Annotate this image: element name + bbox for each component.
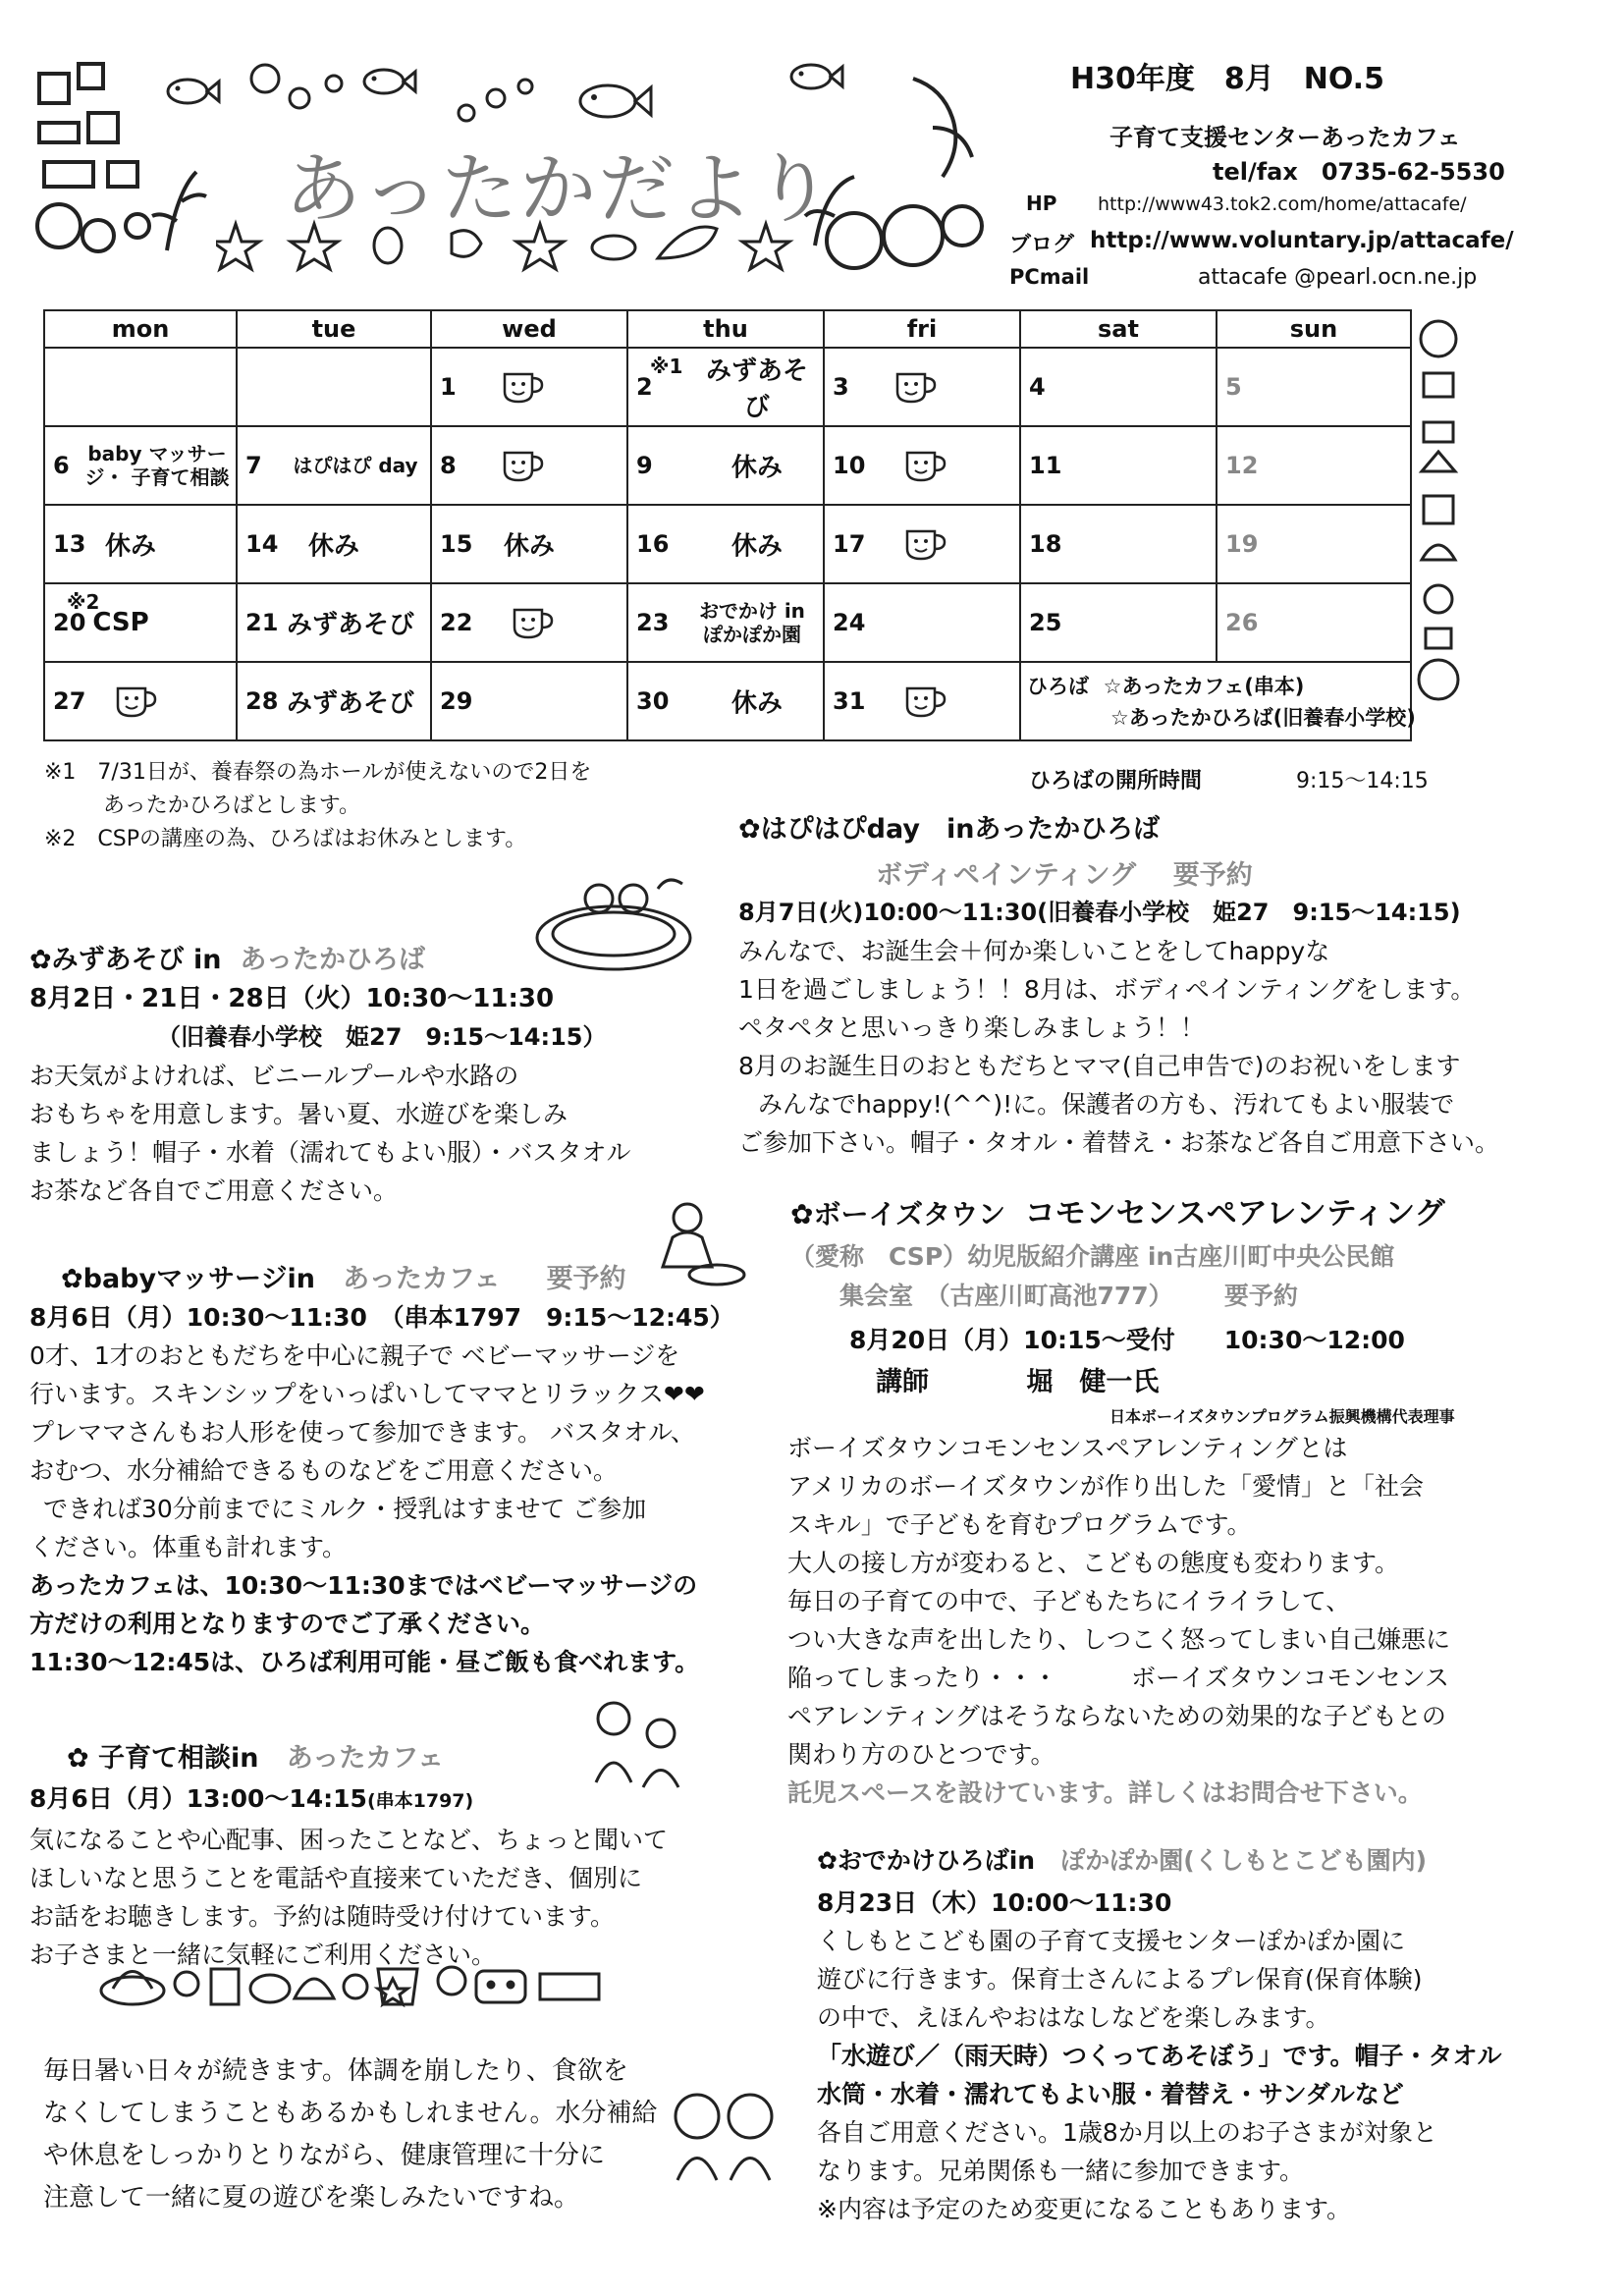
children-playing-illustration [584,1694,692,1792]
calendar-week [44,348,1411,426]
date-number: 13 [53,530,86,558]
calendar-cell [1217,426,1411,505]
body-text: 1日を過ごしましょう！！8月は、ボディペインティングをします。 [738,975,1476,1004]
mizuasobi-place: （旧養春小学校 姫27 9:15～14:15） [157,1023,607,1051]
cup-character-icon [114,681,159,720]
newsletter-title: あったかだより [285,145,835,234]
summer-icons-column [1414,314,1463,707]
date-number: 18 [1029,530,1062,558]
calendar-legend-cell [1020,662,1416,740]
body-text: できれば30分前までにミルク・授乳はすませて ご参加 [43,1495,647,1523]
lecturer-label: 講師 [876,1367,929,1397]
legend-item: ☆あったかひろば(旧養春小学校) [1110,706,1416,730]
body-text: みんなでhappy!(^^)!に。保護者の方も、汚れてもよい服装で [758,1090,1455,1119]
calendar-cell [627,505,824,583]
pcmail-label: PCmail [1009,265,1090,289]
cup-character-icon [903,445,948,484]
heading-part: コモンセンスペアレンティング [1024,1196,1445,1231]
calendar-cell [627,662,824,740]
cup-character-icon [511,602,556,641]
closing-text: 注意して一緒に夏の遊びを楽しみたいですね。 [43,2183,580,2213]
hours-value: 9:15～14:15 [1296,769,1429,793]
heading-part: あったカフェ [286,1743,445,1774]
calendar-week [44,662,1411,740]
body-text: 0才、1才のおともだちを中心に親子で ベビーマッサージを [29,1341,680,1370]
date-number: 12 [1225,452,1259,479]
fish-icon [358,64,417,99]
calendar-cell [44,583,237,662]
boystown-date: 8月20日（月）10:15～受付 10:30～12:00 [849,1326,1405,1354]
reservation-required: 要予約 [1172,860,1253,891]
body-text: お子さまと一緒に気軽にご利用ください。 [29,1941,497,1969]
body-text: プレママさんもお人形を使って参加できます。 バスタオル、 [29,1418,695,1447]
date-number: 26 [1225,609,1259,636]
baby-massage-illustration [643,1198,751,1291]
date-number: 24 [833,609,866,636]
event-label: はぴはぴ day [293,454,418,477]
body-text: スキル」で子どもを育むプログラムです。 [787,1510,1252,1539]
calendar-cell [44,505,237,583]
calendar-week [44,426,1411,505]
event-label: 休み [307,531,359,562]
body-text: 行います。スキンシップをいっぱいしてママとリラックス❤❤ [29,1380,705,1408]
calendar-cell [237,505,431,583]
calendar-cell [824,583,1020,662]
calendar-cell [237,662,431,740]
calendar-cell [431,505,627,583]
blog-label: ブログ [1009,233,1075,257]
day-header: thu [627,310,824,348]
date-number: 8 [440,452,457,479]
pcmail-address[interactable]: attacafe @pearl.ocn.ne.jp [1198,265,1478,290]
heading-part: あったかひろば [240,945,426,975]
reservation-required: 要予約 [546,1264,626,1294]
calendar-cell [1020,348,1217,426]
body-text: ボーイズタウンコモンセンスペアレンティングとは [787,1434,1348,1462]
calendar-cell [431,662,627,740]
event-label: CSP [92,608,149,637]
calendar-cell [824,348,1020,426]
date-number: 28 [245,687,279,715]
org-name: 子育て支援センターあったカフェ [1109,124,1461,151]
calendar-cell [431,426,627,505]
body-text: ましょう！帽子・水着（濡れてもよい服）・バスタオル [29,1138,631,1167]
heading-part: ぽかぽか園(くしもとこども園内) [1060,1846,1428,1875]
heading-part: ✿おでかけひろばin [817,1846,1036,1875]
day-header: sat [1020,310,1217,348]
day-header: tue [237,310,431,348]
heading-part: 集会室 （古座川町高池777） [839,1282,1173,1310]
body-text: 大人の接し方が変わると、こどもの態度も変わります。 [787,1549,1400,1577]
two-children-illustration [660,2082,787,2190]
bubbles-icon [452,69,560,128]
issue-number: H30年度 8月 NO.5 [1070,62,1384,96]
date-number: 5 [1225,373,1242,401]
boystown-heading [790,1188,1445,1232]
bubbles-icon [245,59,353,128]
calendar-cell [1217,583,1411,662]
calendar-cell [237,583,431,662]
hp-url[interactable]: http://www43.tok2.com/home/attacafe/ [1098,193,1467,215]
body-text: ご参加下さい。帽子・タオル・着替え・お茶など各自ご用意下さい。 [738,1128,1500,1157]
date-number: 2 [636,373,653,401]
soudan-date: 8月6日（月）13:00～14:15 [29,1784,367,1813]
calendar-cell [44,426,237,505]
day-header: fri [824,310,1020,348]
event-label: みずあそび [286,688,414,719]
calendar-week [44,505,1411,583]
calendar-cell [627,348,824,426]
body-text: あったカフェは、10:30～11:30まではベビーマッサージの [29,1571,698,1600]
date-number: 10 [833,452,866,479]
date-number: 22 [440,609,473,636]
date-number: 31 [833,687,866,715]
cup-character-icon [903,681,948,720]
date-number: 27 [53,687,86,715]
date-number: 25 [1029,609,1062,636]
fish-icon [574,79,653,124]
day-header: sun [1217,310,1411,348]
day-header: mon [44,310,237,348]
mizuasobi-date: 8月2日・21日・28日（火）10:30～11:30 [29,984,555,1013]
calendar-cell [1020,426,1217,505]
footnote-1-continued: あったかひろばとします。 [103,793,361,818]
closing-text: 毎日暑い日々が続きます。体調を崩したり、食欲を [43,2056,628,2086]
cup-character-icon [903,523,948,563]
hp-label: HP [1026,191,1057,215]
heading-part: ✿ボーイズタウン [790,1198,1006,1230]
closing-text: なくしてしまうこともあるかもしれません。水分補給 [43,2099,658,2128]
body-text: みんなで、お誕生会＋何か楽しいことをしてhappyな [738,937,1330,965]
event-label: みずあそび [705,356,808,422]
body-text: ※内容は予定のため変更になることもあります。 [817,2195,1351,2223]
fish-icon [162,74,221,109]
reservation-required: 要予約 [1223,1282,1298,1310]
event-label: 休み [104,531,156,562]
childcare-note: 託児スペースを設けています。詳しくはお問合せ下さい。 [787,1778,1423,1807]
baby-massage-heading [61,1257,626,1295]
calendar-cell [1020,583,1217,662]
heading-part: ボディペインティング [876,860,1137,891]
calendar-cell [237,426,431,505]
mizuasobi-heading [29,938,425,976]
calendar-week [44,583,1411,662]
heading-part: ✿ 子育て相談in [67,1743,259,1774]
body-text: 毎日の子育ての中で、子どもたちにイライラして、 [787,1587,1351,1615]
date-number: 19 [1225,530,1259,558]
lecturer-title: 日本ボーイズタウンプログラム振興機構代表理事 [1109,1407,1455,1426]
heading-part: in古座川町中央公民館 [1147,1242,1395,1271]
calendar-cell [627,583,824,662]
boystown-subheading [790,1237,1394,1316]
heading-part: ✿はぴはぴday inあったかひろば [738,814,1161,845]
date-number: 14 [245,530,279,558]
date-number: 6 [53,452,70,479]
calendar-cell [824,426,1020,505]
event-label: みずあそび [286,610,414,640]
tel-fax: tel/fax 0735-62-5530 [1213,158,1505,186]
calendar-cell [44,348,237,426]
lecturer-name: 堀 健一氏 [1026,1367,1160,1397]
blog-url[interactable]: http://www.voluntary.jp/attacafe/ [1090,228,1514,253]
sea-creatures-row [216,214,805,273]
body-text: なります。兄弟関係も一緒に参加できます。 [817,2157,1305,2185]
pool-illustration [530,869,697,977]
date-number: 3 [833,373,849,401]
body-text: 遊びに行きます。保育士さんによるプレ保育(保育体験) [817,1965,1423,1994]
date-number: 17 [833,530,866,558]
calendar-cell [431,583,627,662]
footnote-mark: ※1 [650,355,683,378]
body-text: くしもとこども園の子育て支援センターぽかぽか園に [817,1927,1406,1955]
body-text: お話をお聴きします。予約は随時受け付けています。 [29,1902,616,1931]
legend-label: ひろば [1027,675,1089,698]
calendar-header-row [44,310,1411,348]
event-label: おでかけ in ぽかぽか園 [699,599,805,646]
event-label: 休み [730,531,783,562]
calendar-cell [824,662,1020,740]
body-text: ペアレンティングはそうならないための効果的な子どもとの [787,1702,1446,1730]
date-number: 16 [636,530,670,558]
heading-part: ✿みずあそび in [29,945,222,975]
body-text: ペタペタと思いっきり楽しみましょう！！ [738,1013,1206,1042]
calendar-cell [627,426,824,505]
date-number: 7 [245,452,262,479]
date-number: 1 [440,373,457,401]
footnote-2: ※2 CSPの講座の為、ひろばはお休みとします。 [44,827,527,851]
body-text: 11:30～12:45は、ひろば利用可能・昼ご飯も食べれます。 [29,1648,700,1676]
event-label: 休み [503,531,555,562]
body-text: おもちゃを用意します。暑い夏、水遊びを楽しみ [29,1100,568,1128]
body-text: お天気がよければ、ビニールプールや水路の [29,1062,519,1090]
event-label: baby マッサージ・ 子育て相談 [84,442,230,489]
date-number: 23 [636,609,670,636]
date-number: 15 [440,530,473,558]
calendar-cell [1020,505,1217,583]
body-text: 水筒・水着・濡れてもよい服・着替え・サンダルなど [817,2080,1404,2108]
date-number: 29 [440,687,473,715]
body-text: 関わり方のひとつです。 [787,1740,1055,1769]
body-text: 「水遊び／（雨天時）つくってあそぼう」です。帽子・タオル [817,2042,1502,2070]
body-text: おむつ、水分補給できるものなどをご用意ください。 [29,1456,619,1485]
soudan-heading [67,1736,444,1775]
date-number: 21 [245,609,279,636]
body-text: 各自ご用意ください。1歳8か月以上のお子さまが対象と [817,2118,1437,2147]
body-text: つい大きな声を出したり、しつこく怒ってしまい自己嫌悪に [787,1625,1451,1654]
event-label: 休み [730,453,783,483]
heading-part: ✿babyマッサージin [61,1264,315,1294]
date-number: 4 [1029,373,1046,401]
cup-character-icon [501,366,546,406]
odekake-date: 8月23日（木）10:00～11:30 [817,1888,1172,1917]
soudan-place: (串本1797) [366,1790,474,1812]
calendar-cell [431,348,627,426]
day-header: wed [431,310,627,348]
heading-part: （愛称 CSP）幼児版紹介講座 [790,1242,1140,1271]
footnote-1: ※1 7/31日が、養春祭の為ホールが使えないので2日を [44,760,592,785]
hapihapi-heading [738,807,1253,892]
summer-items-row [98,1949,609,2018]
body-text: 8月のお誕生日のおともだちとママ(自己申告で)のお祝いをします [738,1052,1461,1080]
calendar-cell [1217,505,1411,583]
date-number: 30 [636,687,670,715]
date-number: 20 [53,609,86,636]
heading-part: あったカフェ [343,1264,501,1294]
event-label: 休み [730,688,783,719]
legend-item: ☆あったカフェ(串本) [1103,675,1305,698]
cup-character-icon [501,445,546,484]
body-text: ください。体重も計れます。 [29,1533,348,1561]
body-text: ほしいなと思うことを電話や直接来ていただき、個別に [29,1864,643,1892]
closing-text: や休息をしっかりとりながら、健康管理に十分に [43,2141,606,2170]
hours-label: ひろばの開所時間 [1029,769,1203,793]
body-text: アメリカのボーイズタウンが作り出した「愛情」と「社会 [787,1472,1425,1501]
body-text: 陥ってしまったり・・・ ボーイズタウンコモンセンス [787,1664,1450,1692]
calendar-cell [44,662,237,740]
body-text: 方だけの利用となりますのでご了承ください。 [29,1610,546,1638]
calendar-cell [237,348,431,426]
hapihapi-date: 8月7日(火)10:00～11:30(旧養春小学校 姫27 9:15～14:15) [738,899,1461,926]
odekake-heading [817,1841,1427,1877]
date-number: 11 [1029,452,1062,479]
body-text: 気になることや心配事、困ったことなど、ちょっと聞いて [29,1826,669,1854]
calendar-cell [824,505,1020,583]
calendar-cell [1217,348,1411,426]
date-number: 9 [636,452,653,479]
footnote-mark: ※2 [67,590,100,614]
body-text: お茶など各自でご用意ください。 [29,1176,399,1205]
body-text: の中で、えほんやおはなしなどを楽しみます。 [817,2003,1330,2032]
august-calendar [43,309,1416,741]
baby-massage-date: 8月6日（月）10:30～11:30 （串本1797 9:15～12:45） [29,1303,734,1332]
cup-character-icon [893,366,939,406]
